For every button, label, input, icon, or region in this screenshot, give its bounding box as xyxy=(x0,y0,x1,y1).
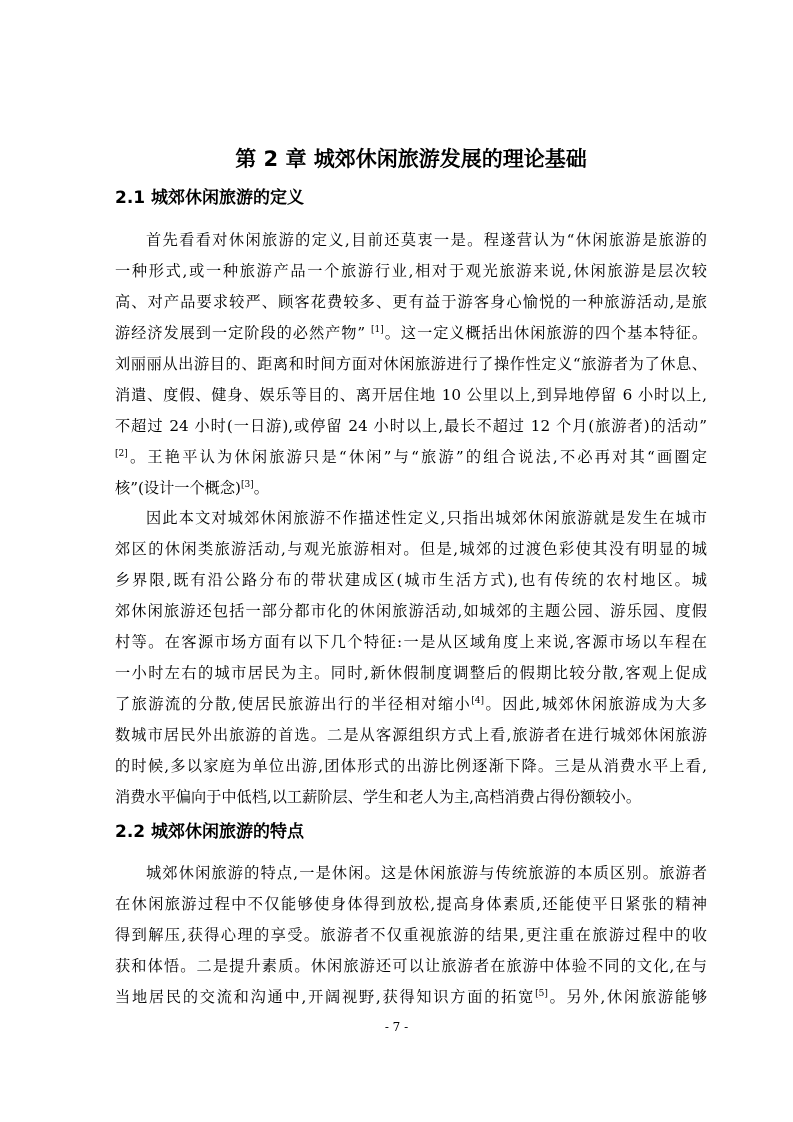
paragraph-features xyxy=(115,858,707,1013)
text-run: 。 xyxy=(253,479,269,497)
text-line xyxy=(115,920,707,951)
text-line xyxy=(115,473,707,504)
text-run: 因此本文对城郊休闲旅游不作描述性定义,只指出城郊休闲旅游就是发生在城市 xyxy=(146,509,707,527)
citation-3: [3] xyxy=(240,479,254,490)
text-run: 。王艳平认为休闲旅游只是“休闲”与“旅游”的组合说法,不必再对其“画圈定 xyxy=(127,448,707,466)
text-line xyxy=(115,318,707,349)
text-run: 郊休闲旅游还包括一部分都市化的休闲旅游活动,如城郊的主题公园、游乐园、度假 xyxy=(115,602,707,620)
text-run: 一小时左右的城市居民为主。同时,新休假制度调整后的假期比较分散,客观上促成 xyxy=(115,664,707,682)
citation-2: [2] xyxy=(115,448,128,459)
text-line xyxy=(115,225,707,256)
text-run: 。另外,休闲旅游能够 xyxy=(547,988,707,1006)
citation-1: [1] xyxy=(371,324,384,335)
text-line xyxy=(115,596,707,627)
text-line xyxy=(115,380,707,411)
text-run: 数城市居民外出旅游的首选。二是从客源组织方式上看,旅游者在进行城郊休闲旅游 xyxy=(115,726,707,744)
text-run: 一种形式,或一种旅游产品一个旅游行业,相对于观光旅游来说,休闲旅游是层次较 xyxy=(115,262,707,280)
text-line xyxy=(115,782,707,813)
text-line xyxy=(115,349,707,380)
text-run: 乡界限,既有沿公路分布的带状建成区(城市生活方式),也有传统的农村地区。城 xyxy=(115,571,707,589)
text-line xyxy=(115,658,707,689)
text-run: 在休闲旅游过程中不仅能够使身体得到放松,提高身体素质,还能使平日紧张的精神 xyxy=(115,895,707,913)
section-heading-2-1: 2.1 城郊休闲旅游的定义 xyxy=(115,188,305,208)
text-run: 首先看看对休闲旅游的定义,目前还莫衷一是。程遂营认为“休闲旅游是旅游的 xyxy=(146,231,707,249)
text-run: 获和体悟。二是提升素质。休闲旅游还可以让旅游者在旅游中体验不同的文化,在与 xyxy=(115,957,707,975)
text-line xyxy=(115,889,707,920)
chapter-title: 第 2 章 城郊休闲旅游发展的理论基础 xyxy=(235,147,587,171)
citation-4: [4] xyxy=(471,695,485,706)
text-line xyxy=(115,503,707,534)
section-heading-2-2: 2.2 城郊休闲旅游的特点 xyxy=(115,822,305,842)
text-run: 当地居民的交流和沟通中,开阔视野,获得知识方面的拓宽 xyxy=(115,988,536,1006)
text-run: 村等。在客源市场方面有以下几个特征:一是从区域角度上来说,客源市场以车程在 xyxy=(115,633,707,651)
text-line xyxy=(115,565,707,596)
text-run: 得到解压,获得心理的享受。旅游者不仅重视旅游的结果,更注重在旅游过程中的收 xyxy=(115,926,707,944)
page-number: - 7 - xyxy=(384,1020,409,1034)
text-line xyxy=(115,627,707,658)
text-run: 消遣、度假、健身、娱乐等目的、离开居住地 10 公里以上,到异地停留 6 小时以上, xyxy=(115,386,707,404)
text-line xyxy=(115,442,707,473)
text-line xyxy=(115,411,707,442)
text-run: 消费水平偏向于中低档,以工薪阶层、学生和老人为主,高档消费占得份额较小。 xyxy=(115,788,642,806)
text-line xyxy=(115,689,707,720)
citation-5: [5] xyxy=(535,988,548,999)
text-run: 。这一定义概括出休闲旅游的四个基本特征。 xyxy=(383,324,707,342)
text-line xyxy=(115,951,707,982)
text-run: 游经济发展到一定阶段的必然产物” xyxy=(115,324,372,342)
text-line xyxy=(115,287,707,318)
text-line xyxy=(115,256,707,287)
text-run: 郊区的休闲类旅游活动,与观光旅游相对。但是,城郊的过渡色彩使其没有明显的城 xyxy=(115,540,707,558)
text-line xyxy=(115,534,707,565)
text-run: 核”(设计一个概念) xyxy=(115,479,241,497)
text-line xyxy=(115,982,707,1013)
text-run: 不超过 24 小时(一日游),或停留 24 小时以上,最长不超过 12 个月(旅游者)的活动” xyxy=(115,417,707,435)
text-line xyxy=(115,720,707,751)
text-run: 高、对产品要求较严、顾客花费较多、更有益于游客身心愉悦的一种旅游活动,是旅 xyxy=(115,293,707,311)
text-run: 刘丽丽从出游目的、距离和时间方面对休闲旅游进行了操作性定义“旅游者为了休息、 xyxy=(115,355,707,373)
paragraph-characteristics-market xyxy=(115,503,707,813)
text-run: 。因此,城郊休闲旅游成为大多 xyxy=(484,695,707,713)
text-line xyxy=(115,858,707,889)
text-run: 了旅游流的分散,使居民旅游出行的半径相对缩小 xyxy=(115,695,472,713)
text-line xyxy=(115,751,707,782)
text-run: 城郊休闲旅游的特点,一是休闲。这是休闲旅游与传统旅游的本质区别。旅游者 xyxy=(146,864,707,882)
paragraph-definition xyxy=(115,225,707,504)
text-run: 的时候,多以家庭为单位出游,团体形式的出游比例逐渐下降。三是从消费水平上看, xyxy=(115,757,707,775)
